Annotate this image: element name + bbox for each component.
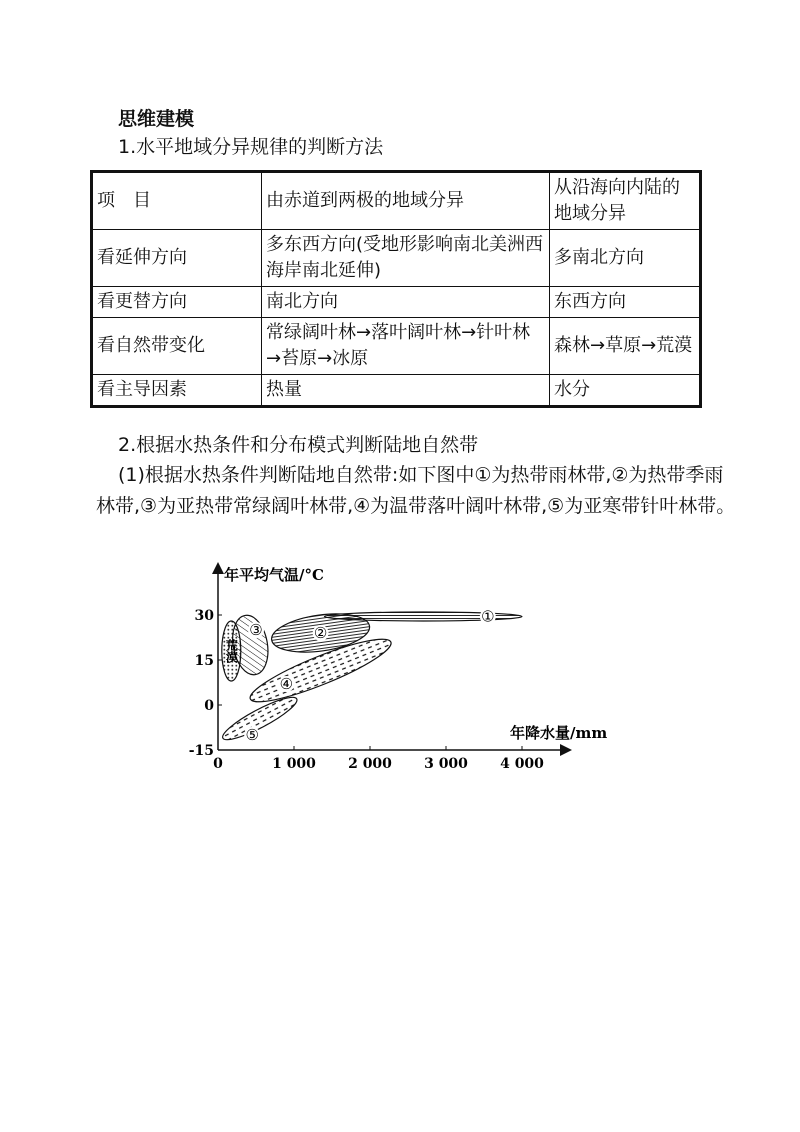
- region-label: 荒漠: [224, 639, 239, 663]
- table-cell: 森林→草原→荒漠: [550, 318, 701, 375]
- table-cell: 看更替方向: [92, 287, 262, 318]
- region-label: ①: [481, 607, 495, 626]
- region-label: ③: [249, 621, 263, 639]
- table-cell: 常绿阔叶林→落叶阔叶林→针叶林→苔原→冰原: [262, 318, 550, 375]
- x-tick-label: 0: [213, 756, 223, 772]
- x-tick-label: 2 000: [348, 756, 392, 772]
- table-cell: 看延伸方向: [92, 230, 262, 287]
- table-header-cell: 从沿海向内陆的地域分异: [550, 172, 701, 230]
- table-cell: 水分: [550, 375, 701, 407]
- region-label: ⑤: [245, 726, 259, 744]
- subsection-title-2: 2.根据水热条件和分布模式判断陆地自然带: [118, 434, 479, 456]
- x-tick-label: 1 000: [272, 756, 316, 772]
- y-axis-label: 年平均气温/°C: [224, 566, 324, 584]
- table-cell: 东西方向: [550, 287, 701, 318]
- table-cell: 看自然带变化: [92, 318, 262, 375]
- table-row: [92, 287, 701, 318]
- comparison-table: [90, 170, 702, 408]
- table-row: [92, 375, 701, 407]
- region-label: ④: [279, 675, 294, 693]
- climate-chart: [180, 560, 608, 780]
- y-tick-label: 0: [204, 698, 214, 714]
- table-header-cell: 由赤道到两极的地域分异: [262, 172, 550, 230]
- x-axis-label: 年降水量/mm: [510, 724, 608, 742]
- y-tick-label: 15: [194, 653, 214, 669]
- y-tick-label: 30: [194, 608, 214, 624]
- table-cell: 热量: [262, 375, 550, 407]
- region-label: ②: [313, 624, 328, 642]
- table-row: [92, 318, 701, 375]
- section-title: 思维建模: [118, 108, 195, 130]
- table-header-row: [92, 172, 701, 230]
- table-cell: 看主导因素: [92, 375, 262, 407]
- x-tick-label: 4 000: [500, 756, 544, 772]
- table-header-cell: 项 目: [92, 172, 262, 230]
- table-cell: 多东西方向(受地形影响南北美洲西海岸南北延伸): [262, 230, 550, 287]
- subsection-title-1: 1.水平地域分异规律的判断方法: [118, 136, 384, 158]
- y-tick-label: -15: [188, 743, 214, 759]
- body-paragraph: (1)根据水热条件判断陆地自然带:如下图中①为热带雨林带,②为热带季雨林带,③为亚热带常绿阔叶林带,④为温带落叶阔叶林带,⑤为亚寒带针叶林带。: [96, 464, 736, 517]
- table-row: [92, 230, 701, 287]
- table-cell: 南北方向: [262, 287, 550, 318]
- x-tick-label: 3 000: [424, 756, 468, 772]
- table-cell: 多南北方向: [550, 230, 701, 287]
